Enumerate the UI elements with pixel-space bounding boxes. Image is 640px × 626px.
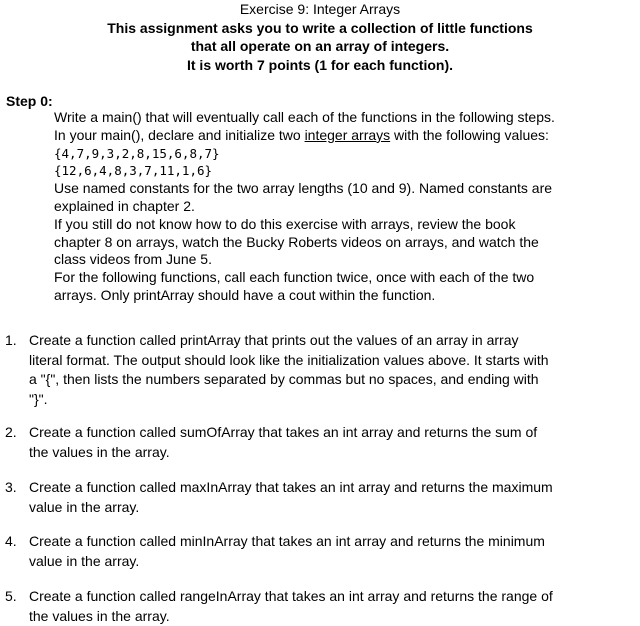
list-item-line: Create a function called minInArray that takes an int array and returns the minimum: [29, 533, 545, 549]
list-item-number: 4.: [5, 533, 17, 549]
list-item-line: value in the array.: [29, 498, 140, 515]
step0-line: If you still do not know how to do this exercise with arrays, review the book: [54, 215, 516, 232]
list-item-line: Create a function called sumOfArray that takes an int array and returns the sum of: [29, 424, 538, 440]
step0-text: In your main(), declare and initialize two: [54, 126, 305, 143]
list-item-line: value in the array.: [29, 552, 140, 569]
subtitle-line-1: This assignment asks you to write a collection of little functions: [107, 19, 533, 36]
step0-line: chapter 8 on arrays, watch the Bucky Roberts videos on arrays, and watch the: [54, 233, 539, 250]
array-literal-2: {12,6,4,8,3,7,11,1,6}: [54, 163, 213, 179]
list-item-line: "}".: [29, 390, 48, 407]
list-item-line: the values in the array.: [29, 607, 170, 624]
step0-line: Write a main() that will eventually call each of the functions in the following steps.: [54, 109, 555, 125]
list-item-line: Create a function called maxInArray that takes an int array and returns the maximum: [29, 479, 553, 495]
list-item-number: 3.: [5, 479, 17, 495]
list-item-text: [29, 587, 634, 626]
list-item-number: 2.: [5, 424, 17, 440]
list-item-text: [29, 478, 634, 517]
page-title: Exercise 9: Integer Arrays: [239, 1, 401, 17]
integer-arrays-link[interactable]: integer arrays: [304, 126, 391, 143]
list-item-line: the values in the array.: [29, 443, 170, 460]
list-item-text: [29, 331, 634, 409]
list-item-line: Create a function called rangeInArray that takes an int array and returns the range of: [29, 588, 553, 604]
step0-line: For the following functions, call each function twice, once with each of the two: [54, 269, 535, 286]
list-item-number: 1.: [5, 332, 17, 348]
step0-line: [54, 127, 634, 145]
list-item-text: [29, 532, 634, 571]
step0-body: [54, 109, 634, 305]
step0-line: class videos from June 5.: [54, 251, 212, 268]
subtitle-line-3: It is worth 7 points (1 for each function).: [186, 56, 453, 73]
document-header: [0, 0, 640, 74]
list-item-number: 5.: [5, 588, 17, 604]
array-literal-1: {4,7,9,3,2,8,15,6,8,7}: [54, 145, 220, 161]
list-item-line: literal format. The output should look like the initialization values above. It starts with: [29, 351, 549, 368]
list-item-line: Create a function called printArray that prints out the values of an array in array: [29, 332, 519, 348]
subtitle-line-2: that all operate on an array of integers.: [190, 38, 450, 54]
list-item-text: [29, 423, 634, 462]
step0-heading: Step 0:: [6, 93, 53, 109]
step0-text: with the following values:: [390, 126, 549, 143]
step0-line: explained in chapter 2.: [54, 197, 195, 214]
step0-line: arrays. Only printArray should have a cout within the function.: [54, 286, 436, 303]
list-item-line: a "{", then lists the numbers separated by commas but no spaces, and ending with: [29, 371, 539, 387]
step0-line: Use named constants for the two array lengths (10 and 9). Named constants are: [54, 180, 553, 197]
